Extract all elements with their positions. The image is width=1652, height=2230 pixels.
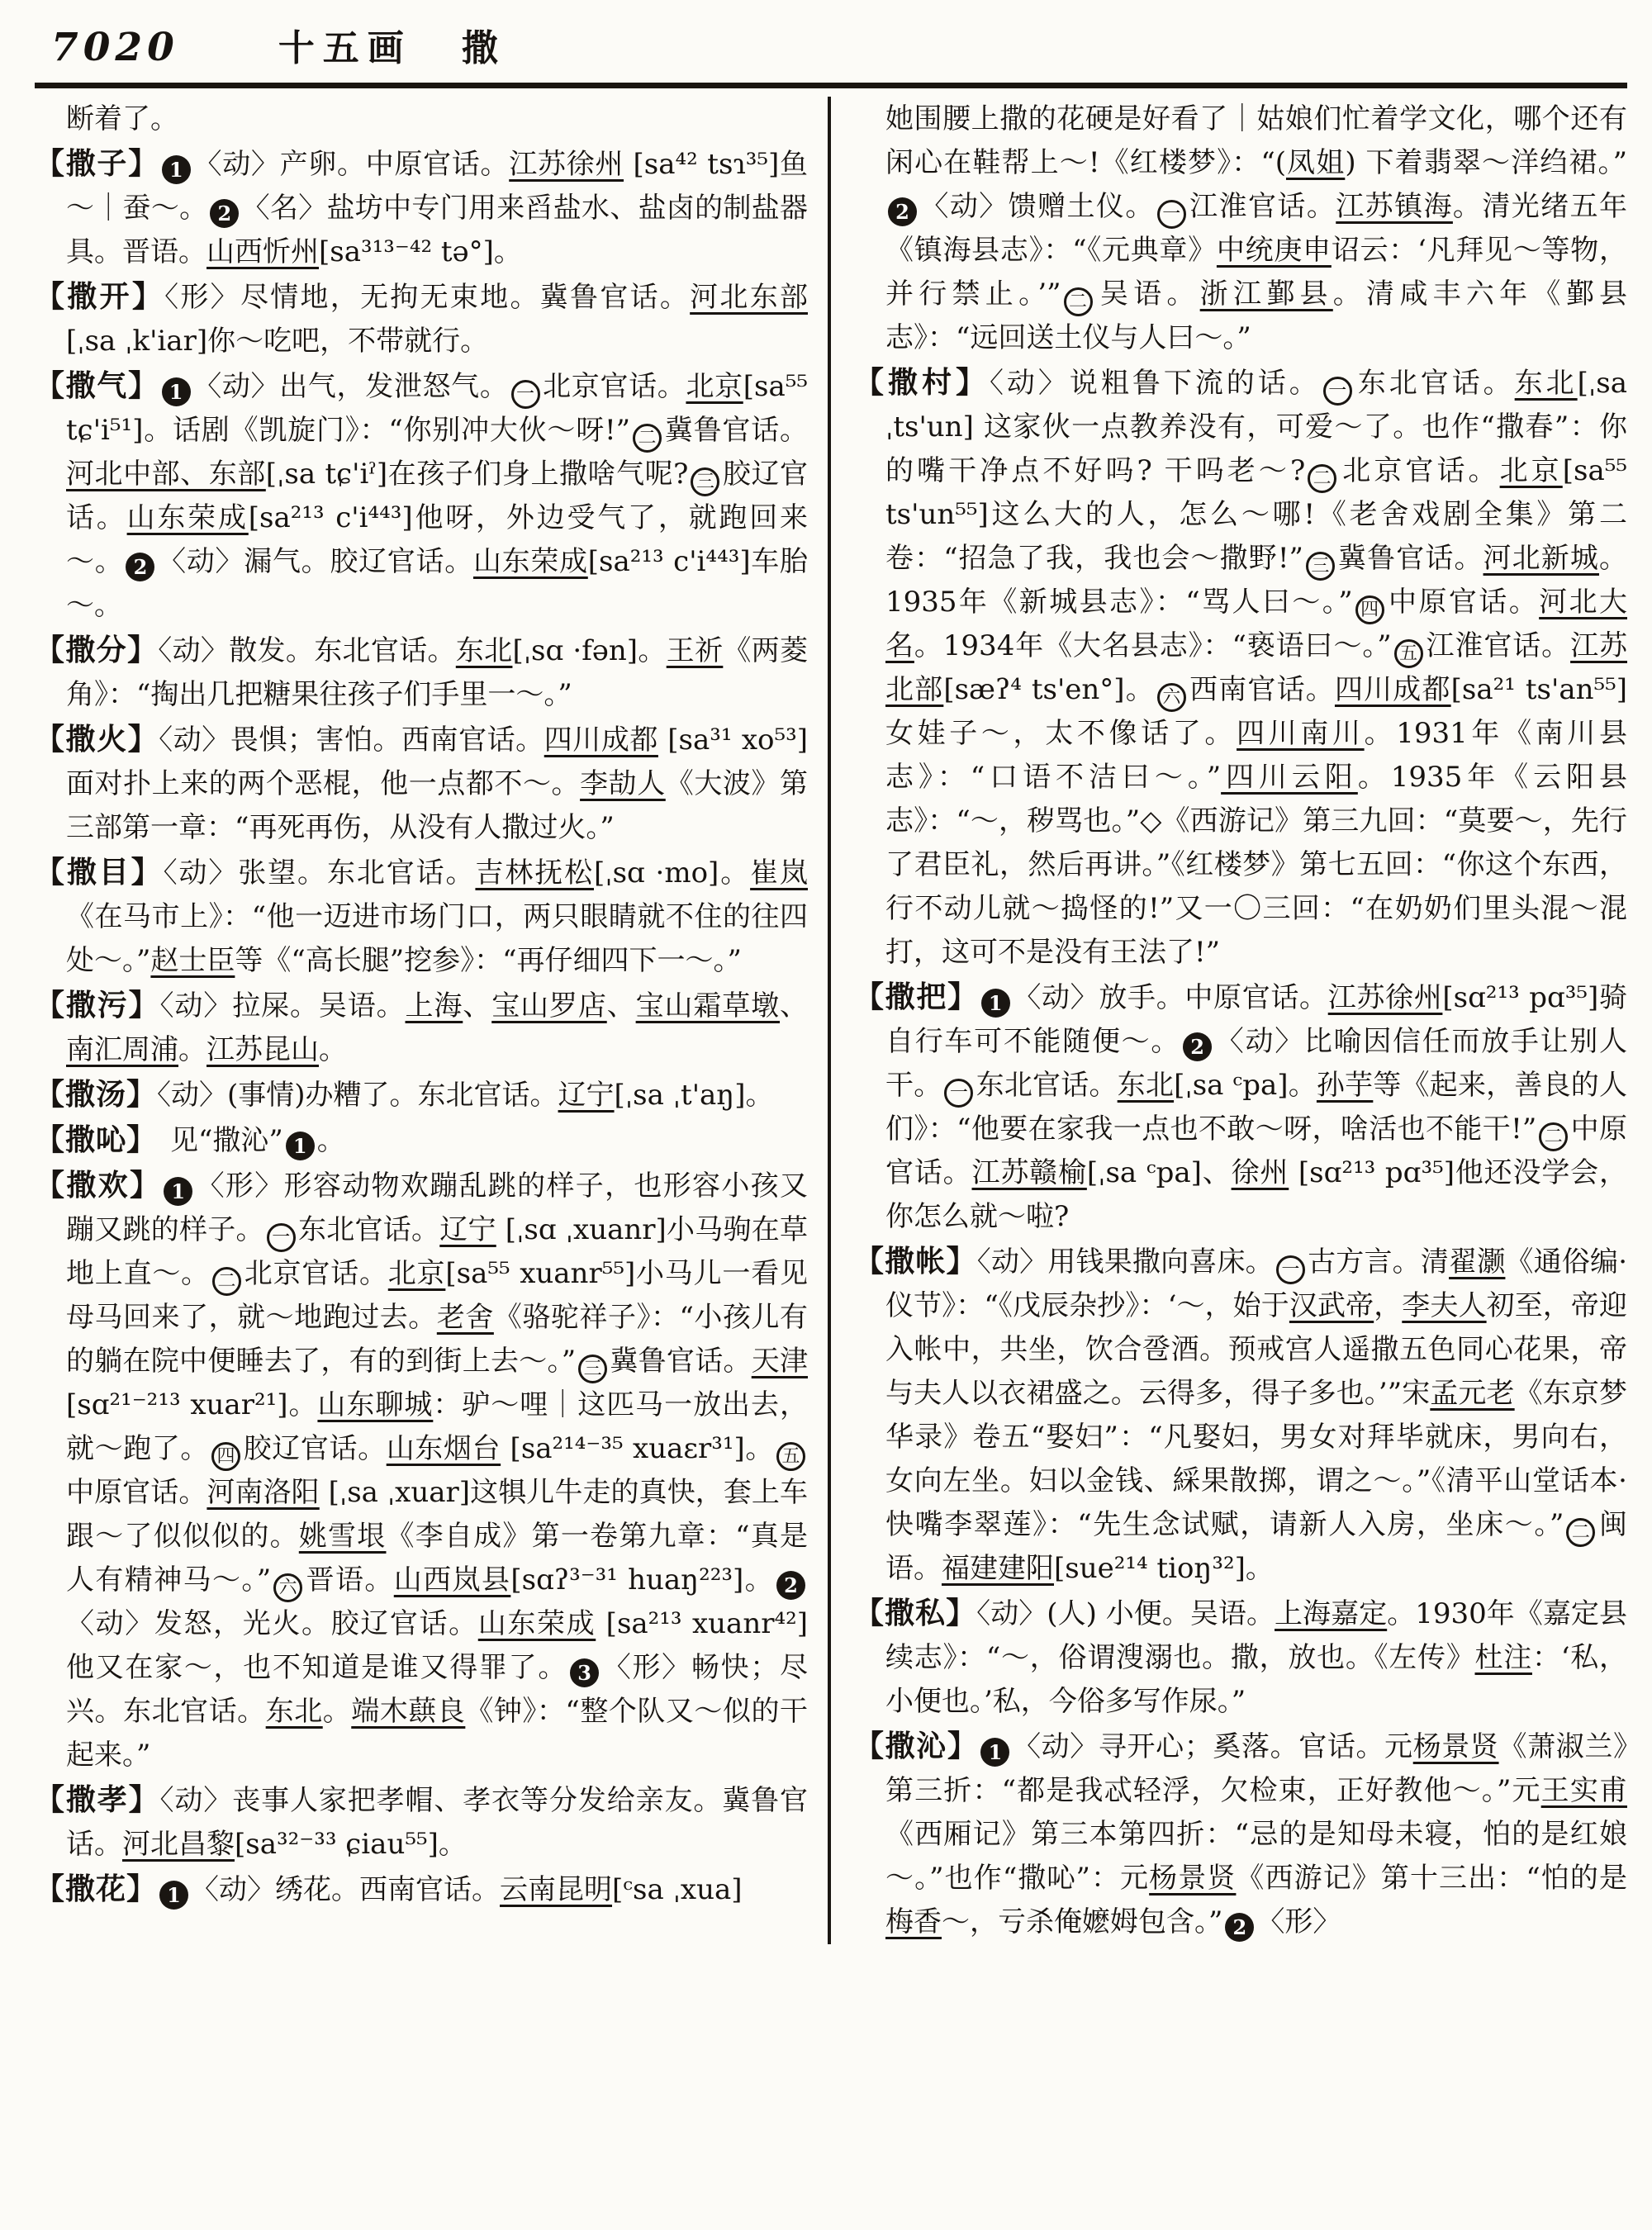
proper-name: 山西忻州 [206, 235, 319, 268]
subsense-circled-numeral: 一 [267, 1223, 296, 1252]
headword-safen: 【撒分】 [35, 633, 159, 667]
entry-samu [35, 851, 808, 983]
body-text: [ˌsa ᶜpa]。 [1174, 1069, 1317, 1102]
body-text: [sɑ²¹³ pɑ³⁵]骑自行车可不能随便～。 [885, 981, 1627, 1058]
continuation-duanzhele [35, 97, 808, 141]
subsense-circled-numeral: 二 [1539, 1122, 1568, 1151]
body-text: [sa³²⁻³³ ɕiau⁵⁵]。 [235, 1828, 467, 1861]
headword-sawu: 【撒污】 [35, 988, 160, 1022]
section-character: 撒 [461, 27, 498, 69]
body-text: 〈动〉用钱果撒向喜床。 [976, 1245, 1274, 1279]
entry-sawu [35, 984, 808, 1072]
proper-name: 四川南川 [1237, 717, 1365, 750]
proper-name: 河南洛阳 [206, 1476, 320, 1509]
subsense-circled-numeral: 三 [578, 1355, 607, 1383]
proper-name: 宝山霜草墩 [635, 989, 781, 1022]
body-text: 等《“高长腿”挖参》：“再仔细四下一～。” [235, 944, 742, 977]
body-text: 等《起来，善良的人们》：“他要在家我一点也不敢～呀，啥活也不能干!” [885, 1069, 1628, 1146]
body-text: [sa³¹ xo⁵³]面对扑上来的两个恶棍，他一点都不～。 [66, 724, 809, 800]
body-text: [sa²¹ ts'an⁵⁵]女娃子～，太不像话了。 [885, 673, 1628, 750]
entry-safen [35, 629, 808, 717]
body-text: 《李自成》第一卷第九章：“真是人有精神马～。” [66, 1520, 809, 1597]
continuation-sahua [854, 97, 1627, 360]
body-text: 〈动〉发怒，光火。胶辽官话。 [66, 1607, 478, 1640]
entry-saqin [854, 1725, 1627, 1944]
body-text: [sɑ²¹³ pɑ³⁵]他还没学会，你怎么就～啦? [885, 1156, 1627, 1233]
body-text: 《萧淑兰》第三折：“都是我忒轻浮，欠检束，正好教他～。”元 [885, 1730, 1628, 1807]
body-text: [sa²¹⁴⁻³⁵ xuaɛr³¹]。 [501, 1432, 775, 1465]
body-text: 〈动〉比喻因信任而放手让别人干。 [885, 1025, 1627, 1102]
proper-name: 东北 [265, 1695, 323, 1728]
body-text: [ˌsa ˌts'un] 这家伙一点教养没有，可爱～了。也作“撒春”：你的嘴干净点不好吗? 干吗老～? [885, 367, 1627, 487]
proper-name: 河北新城 [1483, 542, 1599, 575]
body-text: [ˌsɑ ·fən]。 [512, 634, 667, 667]
proper-name: 东北 [1514, 367, 1578, 400]
body-text: 见“撒沁” [142, 1124, 283, 1157]
headword-saqi: 【撒气】 [35, 368, 159, 403]
sense-number-badge: 2 [210, 199, 239, 228]
body-text: ) 下着翡翠～洋绉裙。” [1345, 146, 1627, 179]
body-text: 《钟》：“整个队又～似的干起来。” [66, 1695, 809, 1772]
body-text: 闽语。 [885, 1508, 1627, 1585]
proper-name: 河北大名 [885, 586, 1627, 662]
body-text: 《大波》第三部第一章：“再死再伤，从没有人撒过火。” [66, 767, 809, 844]
proper-name: 东北 [455, 634, 513, 667]
body-text: 《两菱角》：“掏出几把糖果往孩子们手里一～。” [66, 634, 808, 711]
page-header [35, 18, 1627, 73]
proper-name: 四川云阳 [1221, 761, 1358, 794]
body-text: 古方言。清 [1307, 1245, 1450, 1279]
proper-name: 吉林抚松 [475, 856, 594, 890]
body-text: 〈动〉畏惧；害怕。西南官话。 [159, 724, 544, 757]
body-text: 北京官话。 [243, 1257, 388, 1290]
headword-sahua: 【撒花】 [35, 1872, 158, 1906]
entry-sacun [854, 361, 1627, 975]
body-text: 。清光绪五年《镇海县志》：“《元典章》 [885, 190, 1627, 267]
proper-name: 辽宁 [439, 1213, 496, 1246]
body-text: 东北官话。 [1354, 367, 1515, 400]
proper-name: 山东荣成 [472, 545, 588, 578]
sense-number-badge: 2 [1183, 1032, 1212, 1061]
body-text: 。1934年《大名县志》：“亵语曰～。” [914, 629, 1392, 662]
body-text: 胶辽官话。 [243, 1432, 387, 1465]
proper-name: 翟灏 [1449, 1245, 1506, 1279]
proper-name: 崔岚 [750, 856, 809, 890]
subsense-circled-numeral: 一 [1323, 377, 1352, 406]
sense-number-badge: 2 [776, 1571, 805, 1600]
body-text: 初至，帝迎入帐中，共坐，饮合卺酒。预戒宫人遥撒五色同心花果，帝与夫人以衣裙盛之。云得多，得子多也。’”宋 [885, 1289, 1628, 1410]
body-text: 北京官话。 [542, 370, 686, 403]
proper-name: 赵士臣 [150, 944, 235, 977]
body-text: 〈形〉畅快；尽兴。东北官话。 [66, 1651, 809, 1728]
proper-name: 北京 [387, 1257, 446, 1290]
body-text: [sue²¹⁴ tioŋ³²]。 [1053, 1552, 1274, 1585]
body-text: [sɑʔ³⁻³¹ huaŋ²²³]。 [510, 1563, 775, 1597]
proper-name: 天津 [751, 1345, 808, 1378]
body-text: 〈动〉拉屎。吴语。 [159, 989, 406, 1022]
body-text: [sɑ²¹⁻²¹³ xuar²¹]。 [66, 1388, 318, 1421]
sense-number-badge: 1 [164, 1177, 192, 1206]
body-text: 〈动〉张望。东北官话。 [163, 856, 476, 890]
body-text: 、 [606, 989, 636, 1022]
sense-number-badge: 2 [888, 197, 917, 226]
body-text: 东北官话。 [976, 1069, 1118, 1102]
body-text: 。1935年《新城县志》：“骂人曰～。” [885, 542, 1627, 619]
body-text: [sa²¹³ c'i⁴⁴³]车胎～。 [66, 545, 809, 622]
subsense-circled-numeral: 三 [691, 467, 719, 496]
body-text: [ˌsa ˌxuar]这犋儿牛走的真快，套上车跟～了似似似的。 [66, 1476, 809, 1553]
subsense-circled-numeral: 二 [1566, 1518, 1595, 1547]
body-text: 冀鲁官话。 [610, 1345, 752, 1378]
subsense-circled-numeral: 五 [776, 1442, 805, 1471]
entry-saba [854, 975, 1627, 1239]
body-text: 〈动〉出气，发泄怒气。 [192, 370, 509, 403]
proper-name: 山西岚县 [393, 1563, 511, 1597]
body-text: 吴语。 [1094, 278, 1200, 311]
body-text: 〈动〉(事情)办糟了。东北官话。 [157, 1079, 558, 1112]
entry-sahuo [35, 718, 808, 850]
sense-number-badge: 1 [159, 1881, 188, 1910]
entry-sazi [35, 142, 808, 274]
proper-name: 孟元老 [1430, 1377, 1515, 1410]
body-text: [ᶜsa ˌxua] [612, 1873, 743, 1906]
body-text: 诏云：‘凡拜见～等物，并行禁止。’” [885, 234, 1627, 311]
body-text: 。1930年《嘉定县续志》：“～，俗谓溲溺也。撒，放也。《左传》 [885, 1597, 1627, 1674]
headword-sasi: 【撒私】 [853, 1596, 977, 1630]
body-text: 〈动〉丧事人家把孝帽、孝衣等分发给亲友。冀鲁官话。 [66, 1784, 808, 1861]
proper-name: 江苏赣榆 [971, 1156, 1087, 1189]
sense-number-badge: 1 [981, 989, 1010, 1018]
body-text: [sa²¹³ c'i⁴⁴³]他呀，外边受气了，就跑回来～。 [66, 501, 809, 578]
proper-name: 中统庚申 [1216, 234, 1332, 267]
body-text: 《骆驼祥子》：“小孩儿有的躺在院中便睡去了，有的到街上去～。” [66, 1301, 808, 1378]
subsense-circled-numeral: 四 [1355, 595, 1384, 624]
proper-name: 云南昆明 [500, 1873, 613, 1906]
body-text: 〈动〉寻开心；奚落。官话。元 [1012, 1730, 1413, 1763]
subsense-circled-numeral: 六 [273, 1573, 302, 1602]
body-text: 中原官话。 [66, 1476, 207, 1509]
body-text: 〈动〉散发。东北官话。 [158, 634, 456, 667]
proper-name: 北京 [686, 370, 743, 403]
proper-name: 汉武帝 [1289, 1289, 1374, 1322]
sense-number-badge: 2 [1225, 1913, 1254, 1942]
body-text: [sæʔ⁴ ts'en°]。 [943, 673, 1155, 706]
proper-name: 河北昌黎 [122, 1828, 235, 1861]
body-text: 中原官话。 [885, 1113, 1627, 1189]
body-text: 江淮官话。 [1425, 629, 1571, 662]
body-text: 。 [319, 1033, 347, 1066]
proper-name: 姚雪垠 [298, 1520, 387, 1553]
proper-name: 王祈 [666, 634, 724, 667]
body-text: 西南官话。 [1188, 673, 1335, 706]
body-text: 〈动〉(人) 小便。吴语。 [976, 1597, 1275, 1630]
right-column [831, 97, 1627, 1944]
subsense-circled-numeral: 五 [1394, 639, 1423, 668]
body-text: 〈形〉 [1256, 1905, 1341, 1938]
subsense-circled-numeral: 三 [1306, 552, 1335, 581]
body-text: 。清咸丰六年《鄞县志》：“远回送土仪与人曰～。” [885, 278, 1627, 354]
headword-sahuan: 【撒欢】 [35, 1168, 162, 1203]
proper-name: 山东荣成 [126, 501, 249, 534]
entry-sahuan [35, 1164, 808, 1777]
body-text: 她围腰上撒的花硬是好看了｜姑娘们忙着学文化，哪个还有闲心在鞋帮上～!《红楼梦》：“( [885, 102, 1627, 179]
proper-name: 山东烟台 [386, 1432, 501, 1465]
text-columns [35, 97, 1627, 1944]
proper-name: 河北中部、东部 [66, 458, 266, 491]
proper-name: 杜注 [1474, 1641, 1532, 1674]
headword-sacun: 【撒村】 [853, 365, 990, 400]
body-text: [sa⁴² tsɿ³⁵]鱼～｜蚕～。 [66, 148, 809, 225]
body-text: 东北官话。 [297, 1213, 440, 1246]
body-text: 〈动〉放手。中原官话。 [1012, 981, 1328, 1014]
body-text: 〈动〉馈赠土仪。 [919, 190, 1155, 223]
body-text: ～，亏杀俺嬷姆包含。” [941, 1905, 1223, 1938]
headword-sakai: 【撒开】 [35, 279, 165, 314]
sense-number-badge: 2 [126, 553, 154, 581]
body-text: 胶辽官话。 [66, 458, 809, 534]
body-text: 《西厢记》第三本第四折：“忌的是知母未寝，怕的是红娘～。”也作“撒吣”：元 [885, 1818, 1627, 1895]
sense-number-badge: 1 [162, 155, 191, 184]
sense-number-badge: 1 [286, 1132, 315, 1160]
body-text: 。 [316, 1124, 345, 1157]
subsense-circled-numeral: 一 [1276, 1255, 1305, 1284]
proper-name: 江苏昆山 [206, 1033, 319, 1066]
entry-saqi [35, 364, 808, 628]
body-text: 冀鲁官话。 [1336, 542, 1483, 575]
body-text: 。 [178, 1033, 206, 1066]
body-text: [sa⁵⁵ tɕ'i⁵¹]。话剧《凯旋门》：“你别冲大伙～呀!” [66, 370, 808, 447]
subsense-circled-numeral: 一 [944, 1079, 973, 1108]
body-text: [ˌsa ᶜpa]、 [1086, 1156, 1232, 1189]
proper-name: 江苏徐州 [509, 148, 624, 181]
body-text: 北京官话。 [1339, 454, 1500, 487]
proper-name: 杨景贤 [1412, 1730, 1499, 1763]
sense-number-badge: 1 [162, 377, 191, 406]
proper-name: 杨景贤 [1149, 1862, 1237, 1895]
body-text: [sa²¹³ xuanr⁴²] 他又在家～，也不知道是谁又得罪了。 [66, 1607, 809, 1684]
proper-name: 四川成都 [544, 724, 658, 757]
proper-name: 江苏北部 [885, 629, 1627, 706]
body-text: 。1935年《云阳县志》：“～，秽骂也。”◇《西游记》第三九回：“莫要～，先行了君臣礼，然后再讲。”《红楼梦》第七五回：“你这个东西，行不动儿就～捣怪的!”又一〇三回：“在奶奶们里头混～混打，这可不是没有王法了!” [885, 761, 1628, 969]
proper-name: 四川成都 [1334, 673, 1451, 706]
subsense-circled-numeral: 六 [1157, 683, 1186, 712]
body-text: 、 [463, 989, 492, 1022]
body-text: 《通俗编·仪节》：“《戊辰杂抄》：‘～，始于 [885, 1245, 1627, 1322]
proper-name: 南汇周浦 [66, 1033, 178, 1066]
body-text: 冀鲁官话。 [664, 414, 808, 447]
entry-saqin-ref [35, 1118, 808, 1163]
body-text: 、 [780, 989, 809, 1022]
body-text: 〈动〉说粗鲁下流的话。 [989, 367, 1321, 400]
headword-sazi: 【撒子】 [35, 146, 159, 181]
proper-name: 梅香 [885, 1905, 942, 1938]
proper-name: 河北东部 [690, 281, 808, 314]
proper-name: 端木蕻良 [351, 1695, 466, 1728]
left-column [35, 97, 828, 1944]
entry-sazhang [854, 1240, 1627, 1591]
header-rule [35, 83, 1627, 88]
entry-saxiao [35, 1778, 808, 1867]
subsense-circled-numeral: 一 [1157, 200, 1186, 229]
body-text: 。1931年《南川县志》：“口语不洁曰～。” [885, 717, 1628, 794]
stroke-section-title: 十五画 [278, 27, 412, 69]
proper-name: 辽宁 [558, 1079, 615, 1112]
proper-name: 凤姐 [1285, 146, 1346, 179]
body-text: [ˌsɑ ˌxuanr]小马驹在草地上直～。 [66, 1213, 809, 1290]
proper-name: 浙江鄞县 [1199, 278, 1333, 311]
entry-sakai [35, 275, 808, 363]
body-text: 〈形〉形容动物欢蹦乱跳的样子，也形容小孩又蹦又跳的样子。 [66, 1170, 808, 1246]
body-text: [sa⁵⁵ ts'un⁵⁵]这么大的人，怎么～哪!《老舍戏剧全集》第二卷：“招急了我，我也会～撒野!” [885, 454, 1628, 575]
body-text: 〈名〉盐坊中专门用来舀盐水、盐卤的制盐器具。晋语。 [66, 192, 809, 268]
proper-name: 李夫人 [1402, 1289, 1487, 1322]
proper-name: 江苏镇海 [1336, 190, 1453, 223]
entry-sahua [35, 1867, 808, 1912]
subsense-circled-numeral: 二 [1064, 287, 1093, 316]
body-text: [ˌsɑ ·mo]。 [594, 856, 751, 890]
subsense-circled-numeral: 二 [633, 424, 662, 453]
body-text: [sa⁵⁵ xuanr⁵⁵]小马儿一看见母马回来了，就～地跑过去。 [66, 1257, 809, 1334]
body-text: ， [1374, 1289, 1403, 1322]
subsense-circled-numeral: 一 [511, 380, 540, 409]
headword-satang: 【撒汤】 [35, 1077, 158, 1112]
body-text: 《在马市上》：“他一迈进市场门口，两只眼睛就不住的往四处～。” [66, 900, 808, 977]
body-text: 晋语。 [305, 1563, 394, 1597]
proper-name: 王实甫 [1540, 1774, 1627, 1807]
body-text: 〈形〉尽情地，无拘无束地。冀鲁官话。 [164, 281, 691, 314]
body-text: 《西游记》第十三出：“怕的是 [1236, 1862, 1627, 1895]
sense-number-badge: 3 [570, 1658, 599, 1687]
proper-name: 东北 [1117, 1069, 1175, 1102]
headword-saba: 【撒把】 [853, 980, 979, 1014]
proper-name: 山东荣成 [477, 1607, 596, 1640]
entry-satang [35, 1073, 808, 1117]
body-text: ：驴～哩｜这匹马一放出去，就～跑了。 [66, 1388, 809, 1465]
subsense-circled-numeral: 四 [211, 1442, 240, 1471]
subsense-circled-numeral: 二 [1308, 464, 1336, 493]
proper-name: 老舍 [436, 1301, 494, 1334]
proper-name: 福建建阳 [941, 1552, 1054, 1585]
subsense-circled-numeral: 二 [212, 1267, 241, 1296]
page-number: 7020 [51, 25, 179, 70]
sense-number-badge: 1 [980, 1738, 1009, 1767]
body-text: [ˌsa ˌt'aŋ]。 [614, 1079, 774, 1112]
body-text: 。 [322, 1695, 352, 1728]
body-text: 〈动〉绣花。西南官话。 [191, 1873, 501, 1906]
body-text: 〈动〉产卵。中原官话。 [192, 148, 510, 181]
body-text: 《东京梦华录》卷五“娶妇”：“凡娶妇，男女对拜毕就床，男向右，女向左坐。妇以金钱、綵果散掷，谓之～。”《清平山堂话本·快嘴李翠莲》：“先生念试赋，请新人入房，坐床～。” [885, 1377, 1627, 1541]
proper-name: 上海嘉定 [1275, 1597, 1388, 1630]
body-text: [sa³¹³⁻⁴² tə°]。 [319, 235, 522, 268]
proper-name: 宝山罗店 [491, 989, 607, 1022]
headword-sazhang: 【撒帐】 [853, 1244, 977, 1279]
body-text: 〈动〉漏气。胶辽官话。 [157, 545, 473, 578]
proper-name: 徐州 [1231, 1156, 1289, 1189]
body-text: 江淮官话。 [1188, 190, 1336, 223]
body-text: 断着了。 [66, 102, 178, 135]
body-text: [ˌsa ˌk'iar]你～吃吧，不带就行。 [66, 325, 489, 358]
proper-name: 上海 [405, 989, 463, 1022]
proper-name: 江苏徐州 [1327, 981, 1443, 1014]
headword-samu: 【撒目】 [35, 855, 164, 890]
headword-saqin-ref: 【撒吣】 [35, 1122, 143, 1157]
headword-sahuo: 【撒火】 [35, 722, 159, 757]
headword-saqin: 【撒沁】 [853, 1729, 979, 1763]
proper-name: 北京 [1499, 454, 1563, 487]
proper-name: 山东聊城 [317, 1388, 434, 1421]
proper-name: 孙芋 [1316, 1069, 1374, 1102]
proper-name: 李劼人 [580, 767, 666, 800]
body-text: 中原官话。 [1386, 586, 1540, 619]
headword-saxiao: 【撒孝】 [35, 1782, 160, 1817]
entry-sasi [854, 1592, 1627, 1724]
body-text: ：‘私，小便也。’私，今俗多写作尿。” [885, 1641, 1627, 1718]
body-text: [ˌsa tɕ'iˀ]在孩子们身上撒啥气呢? [265, 458, 689, 491]
